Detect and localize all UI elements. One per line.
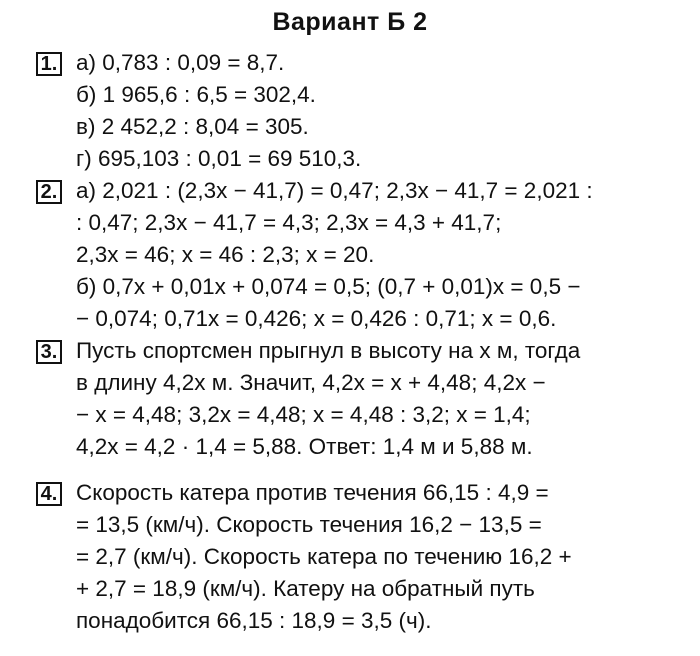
solution-line: + 2,7 = 18,9 (км/ч). Катеру на обратный путь: [76, 576, 535, 601]
solution-line: в длину 4,2x м. Значит, 4,2x = x + 4,48; 4,2x −: [76, 370, 546, 395]
problem-number: 1.: [36, 52, 62, 76]
solution-line: − 0,074; 0,71x = 0,426; x = 0,426 : 0,71; x = 0,6.: [76, 306, 557, 331]
solution-line: Пусть спортсмен прыгнул в высоту на x м, тогда: [76, 338, 581, 363]
solution-line: б) 0,7x + 0,01x + 0,074 = 0,5; (0,7 + 0,01)x = 0,5 −: [76, 274, 581, 299]
problem-number: 2.: [36, 180, 62, 204]
solution-line: в) 2 452,2 : 8,04 = 305.: [76, 114, 309, 139]
solution-line: = 13,5 (км/ч). Скорость течения 16,2 − 13,5 =: [76, 512, 542, 537]
solution-line: а) 0,783 : 0,09 = 8,7.: [76, 50, 285, 75]
solution-line: понадобится 66,15 : 18,9 = 3,5 (ч).: [76, 608, 432, 633]
solution-line: а) 2,021 : (2,3x − 41,7) = 0,47; 2,3x − 41,7 = 2,021 :: [76, 178, 593, 203]
solution-line: б) 1 965,6 : 6,5 = 302,4.: [76, 82, 316, 107]
solution-line: 2,3x = 46; x = 46 : 2,3; x = 20.: [76, 242, 375, 267]
solution-line: 4,2x = 4,2 · 1,4 = 5,88. Ответ: 1,4 м и 5,88 м.: [76, 434, 533, 459]
problem-number: 4.: [36, 482, 62, 506]
problem-number: 3.: [36, 340, 62, 364]
solution-line: = 2,7 (км/ч). Скорость катера по течению 16,2 +: [76, 544, 572, 569]
solution-line: г) 695,103 : 0,01 = 69 510,3.: [76, 146, 362, 171]
solution-line: − x = 4,48; 3,2x = 4,48; x = 4,48 : 3,2; x = 1,4;: [76, 402, 531, 427]
page-title: Вариант Б 2: [272, 8, 428, 36]
solution-line: Скорость катера против течения 66,15 : 4,9 =: [76, 480, 549, 505]
solution-line: : 0,47; 2,3x − 41,7 = 4,3; 2,3x = 4,3 + 41,7;: [76, 210, 502, 235]
